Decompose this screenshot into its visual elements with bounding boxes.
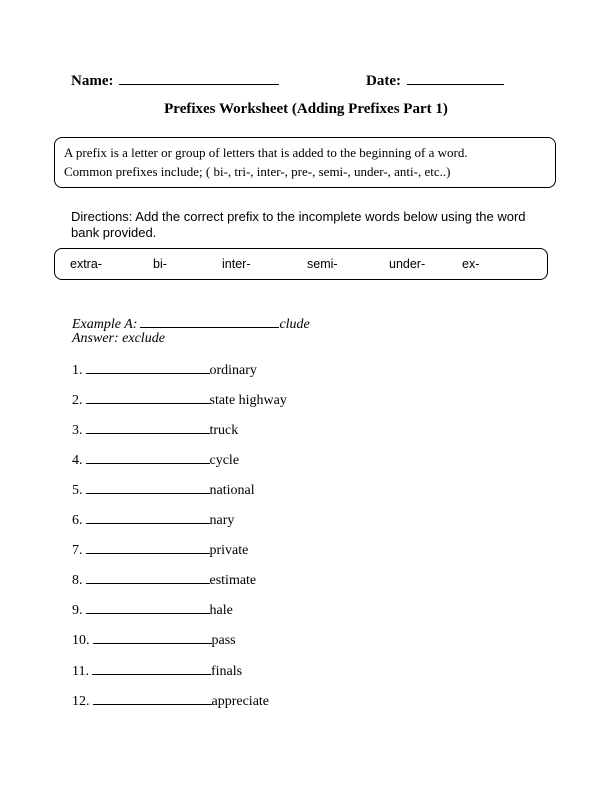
item-number: 2.	[72, 393, 83, 408]
list-item	[72, 541, 248, 559]
answer-blank[interactable]	[86, 421, 210, 434]
item-number: 3.	[72, 423, 83, 438]
list-item	[72, 662, 242, 680]
item-word: truck	[209, 423, 239, 438]
name-blank[interactable]	[119, 72, 279, 85]
item-number: 4.	[72, 453, 83, 468]
word-bank-item: bi-	[153, 257, 167, 271]
word-bank-item: extra-	[70, 257, 102, 271]
directions-line-1: Directions: Add the correct prefix to the incomplete words below using the word	[71, 209, 526, 224]
name-field-row	[71, 72, 279, 90]
word-bank	[54, 248, 548, 280]
word-bank-item: semi-	[307, 257, 338, 271]
item-word: finals	[210, 664, 243, 679]
date-field-row	[366, 72, 504, 90]
answer-blank[interactable]	[86, 571, 210, 584]
list-item	[72, 571, 256, 589]
item-word: pass	[211, 633, 236, 648]
answer-blank[interactable]	[93, 692, 212, 705]
example-answer: Answer: exclude	[72, 331, 165, 346]
item-word: ordinary	[209, 363, 257, 378]
answer-blank[interactable]	[86, 481, 210, 494]
example-label: Example A:	[72, 317, 138, 332]
list-item	[72, 481, 255, 499]
answer-blank[interactable]	[86, 361, 210, 374]
item-number: 9.	[72, 603, 83, 618]
list-item	[72, 361, 257, 379]
answer-blank[interactable]	[93, 631, 212, 644]
word-bank-item: under-	[389, 257, 426, 271]
item-word: cycle	[209, 453, 240, 468]
item-number: 8.	[72, 573, 83, 588]
word-bank-item: ex-	[462, 257, 480, 271]
date-label: Date:	[366, 73, 401, 89]
answer-blank[interactable]	[86, 601, 210, 614]
item-number: 11.	[72, 664, 89, 679]
item-word: national	[209, 483, 255, 498]
example-blank	[140, 315, 279, 328]
item-word: state highway	[209, 393, 287, 408]
list-item	[72, 631, 236, 649]
worksheet-title: Prefixes Worksheet (Adding Prefixes Part 1)	[164, 101, 448, 117]
answer-blank[interactable]	[86, 451, 210, 464]
item-number: 10.	[72, 633, 90, 648]
date-blank[interactable]	[407, 72, 504, 85]
list-item	[72, 511, 234, 529]
list-item	[72, 692, 269, 710]
item-number: 1.	[72, 363, 83, 378]
item-word: private	[209, 543, 249, 558]
list-item	[72, 421, 238, 439]
item-word: estimate	[209, 573, 257, 588]
name-label: Name:	[71, 73, 114, 89]
list-item	[72, 601, 233, 619]
directions-line-2: bank provided.	[71, 225, 157, 240]
answer-blank[interactable]	[86, 391, 210, 404]
word-bank-item: inter-	[222, 257, 251, 271]
item-number: 6.	[72, 513, 83, 528]
item-word: hale	[209, 603, 233, 618]
answer-blank[interactable]	[86, 511, 210, 524]
item-word: appreciate	[211, 694, 270, 709]
item-number: 7.	[72, 543, 83, 558]
example-suffix: clude	[279, 317, 310, 332]
directions	[71, 209, 526, 241]
definition-line-2: Common prefixes include; ( bi-, tri-, inter-, pre-, semi-, under-, anti-, etc..)	[64, 164, 451, 179]
item-word: nary	[209, 513, 235, 528]
definition-line-1: A prefix is a letter or group of letters that is added to the beginning of a word.	[64, 145, 468, 160]
definition-box	[54, 137, 556, 188]
list-item	[72, 451, 239, 469]
answer-blank[interactable]	[86, 541, 210, 554]
list-item	[72, 391, 287, 409]
item-number: 12.	[72, 694, 90, 709]
item-number: 5.	[72, 483, 83, 498]
answer-blank[interactable]	[92, 662, 211, 675]
